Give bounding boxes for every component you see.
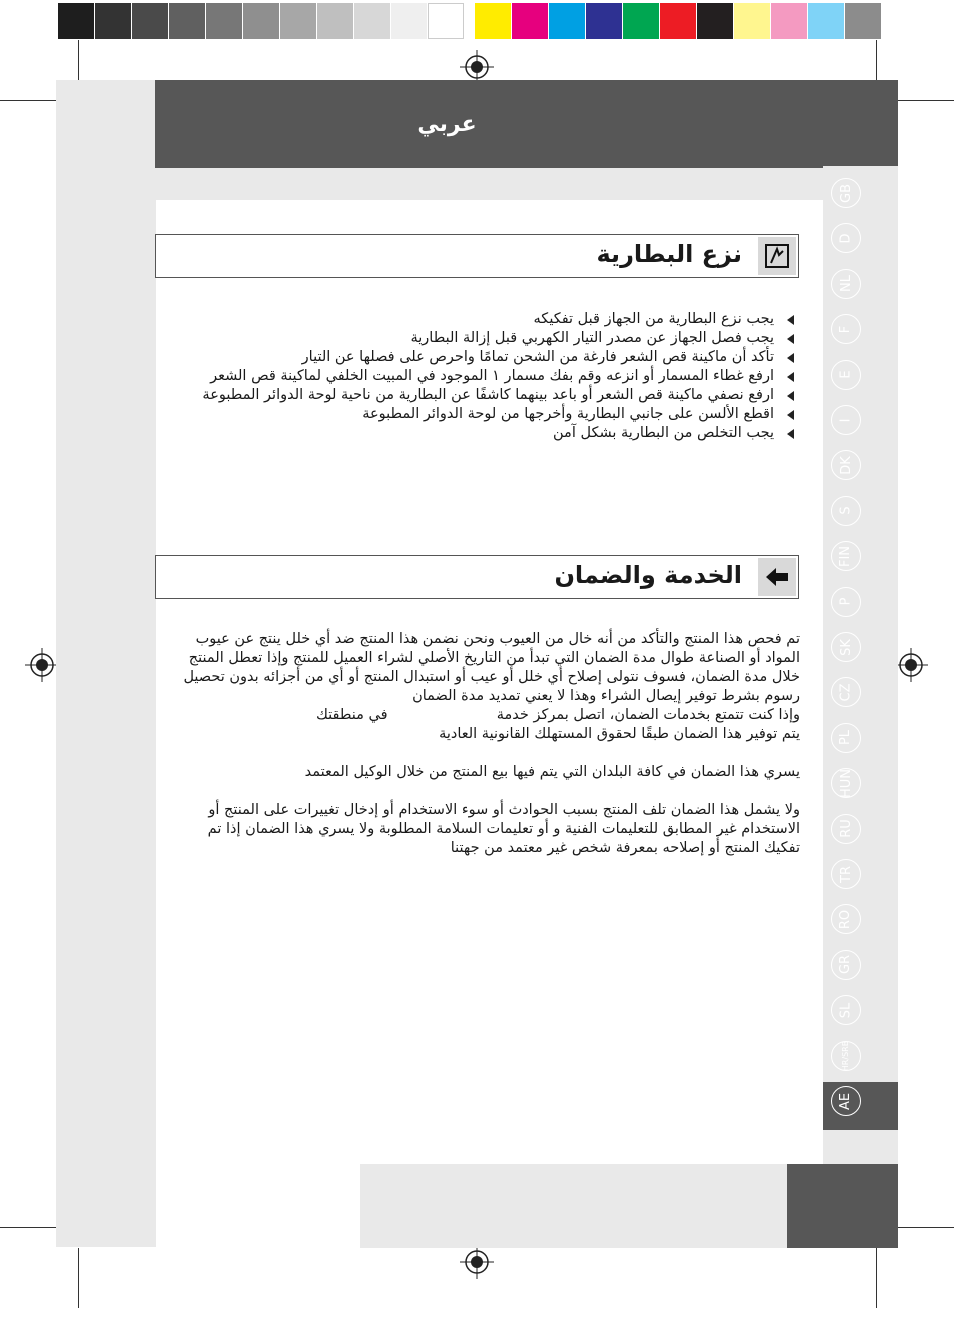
warranty-paragraph-1: تم فحص هذا المنتج والتأكد من أنه خال من العيوب ونحن نضمن هذا المنتج ضد أي خلل ينتج عن عيوب المواد أو الصناعة طوال مدة الضمان التي تبدأ من التاريخ الأصلي لشراء العميل للمنتج وإذا تعطل المنتج خلال مدة الضمان، فسوف نتولى إصلاح أي خلل أو عيب أو استبدال المنتج أو أي من أجزائه بدون تحصيل رسوم بشرط توفير إيصال الشراء وهذا لا يعني تمديد مدة الضمان — [183, 631, 800, 704]
calibration-swatch — [771, 3, 807, 39]
language-tab-p[interactable] — [831, 587, 861, 617]
language-tab-label: SK — [838, 638, 854, 656]
language-tab-label: D — [838, 233, 854, 244]
warranty-section-header — [155, 555, 799, 599]
crop-mark — [78, 40, 79, 80]
battery-instruction-item: ارفع غطاء المسمار أو انزعه وقم بفك مسمار ١ الموجود في المبيت الخلفي لماكينة قص الشعر — [175, 367, 800, 386]
language-tab-f[interactable] — [831, 314, 861, 344]
language-tab-sl[interactable] — [831, 995, 861, 1025]
calibration-swatch — [586, 3, 622, 39]
header-title: عربي — [417, 112, 477, 137]
battery-instruction-item: ارفع نصفي ماكينة قص الشعر أو باعد بينهما كاشفًا عن البطارية من ناحية لوحة الدوائر المطبوعة — [175, 386, 800, 405]
language-tab-label: S — [838, 506, 854, 515]
language-tab-i[interactable] — [831, 405, 861, 435]
language-tab-label: FIN — [838, 545, 854, 567]
warranty-paragraph-2 — [180, 706, 800, 725]
calibration-swatch — [845, 3, 881, 39]
arrow-left-icon — [758, 558, 796, 596]
language-tab-label: SL — [838, 1002, 854, 1018]
language-tab-label: F — [838, 325, 854, 333]
crop-mark — [78, 1248, 79, 1308]
battery-instruction-item: تأكد أن ماكينة قص الشعر فارغة من الشحن تمامًا واحرص على فصلها عن التيار — [175, 348, 800, 367]
warranty-paragraph-5: ولا يشمل هذا الضمان تلف المنتج بسبب الحوادث أو سوء الاستخدام أو إدخال تغييرات على المنتج أو الاستخدام غير المطابق للتعليمات الفنية و أو تعليمات السلامة المطلوبة ولا يسري هذا الضمان إذا تم تفكيك المنتج أو إصلاحه بمعرفة شخص غير معتمد من جهتنا — [207, 802, 800, 856]
language-tab-label: GB — [838, 183, 854, 203]
language-tab-sk[interactable] — [831, 632, 861, 662]
language-tab-label: P — [838, 597, 854, 606]
language-tab-label: HUN — [838, 768, 854, 798]
registration-mark-icon — [460, 50, 494, 84]
calibration-swatch — [243, 3, 279, 39]
registration-mark-icon — [894, 648, 928, 682]
calibration-swatch — [317, 3, 353, 39]
language-tab-label: GR — [838, 955, 854, 975]
language-tab-label: E — [838, 370, 854, 379]
crop-mark — [898, 100, 954, 101]
calibration-swatch — [280, 3, 316, 39]
warranty-region-text: في منطقتك — [315, 707, 388, 723]
page-number-box — [787, 1164, 898, 1248]
warranty-text — [180, 630, 800, 877]
language-tab-label: PL — [838, 730, 854, 746]
language-tab-label: RU — [838, 819, 854, 838]
battery-section-header — [155, 234, 799, 278]
calibration-swatch — [391, 3, 427, 39]
language-tab-pl[interactable] — [831, 723, 861, 753]
calibration-swatch — [58, 3, 94, 39]
calibration-swatch — [512, 3, 548, 39]
language-tab-label: AE — [838, 1092, 854, 1110]
calibration-swatch — [697, 3, 733, 39]
language-tab-nl[interactable] — [831, 269, 861, 299]
calibration-swatch — [169, 3, 205, 39]
battery-instruction-item: يجب فصل الجهاز عن مصدر التيار الكهربي قبل إزالة البطارية — [175, 329, 800, 348]
calibration-swatch — [549, 3, 585, 39]
registration-mark-icon — [25, 648, 59, 682]
warranty-paragraph-3: يتم توفير هذا الضمان طبقًا لحقوق المستهلك القانونية العادية — [439, 726, 800, 742]
crop-mark — [0, 1227, 56, 1228]
warranty-contact-text: وإذا كنت تتمتع بخدمات الضمان، اتصل بمركز خدمة — [496, 707, 800, 723]
language-tab-e[interactable] — [831, 360, 861, 390]
page-frame-left — [56, 80, 156, 1247]
calibration-swatch — [132, 3, 168, 39]
battery-instructions — [175, 310, 800, 443]
calibration-swatch — [95, 3, 131, 39]
registration-mark-icon — [460, 1245, 494, 1279]
calibration-swatch — [428, 3, 464, 39]
battery-removal-icon — [758, 237, 796, 275]
language-tab-label: CZ — [838, 683, 854, 702]
language-tab-label: I — [838, 418, 854, 422]
language-tab-label: RO — [838, 909, 854, 930]
calibration-swatch — [354, 3, 390, 39]
crop-mark — [876, 1248, 877, 1308]
crop-mark — [898, 1227, 954, 1228]
language-tab-fin[interactable] — [831, 541, 861, 571]
language-tab-label: TR — [838, 865, 854, 883]
language-tab-label: HR/SRB — [841, 1040, 850, 1071]
warranty-paragraph-4: يسري هذا الضمان في كافة البلدان التي يتم فيها بيع المنتج من خلال الوكيل المعتمد — [304, 764, 800, 780]
language-tab-gr[interactable] — [831, 950, 861, 980]
crop-mark — [0, 100, 56, 101]
calibration-swatch — [475, 3, 511, 39]
language-tab-s[interactable] — [831, 496, 861, 526]
battery-instruction-item: يجب نزع البطارية من الجهاز قبل تفكيكه — [175, 310, 800, 329]
color-calibration-bar — [58, 3, 882, 39]
calibration-swatch — [660, 3, 696, 39]
language-tab-ae[interactable] — [831, 1086, 861, 1116]
language-tab-gb[interactable] — [831, 178, 861, 208]
calibration-swatch — [734, 3, 770, 39]
battery-instruction-item: يجب التخلص من البطارية بشكل آمن — [175, 424, 800, 443]
battery-section-title: نزع البطارية — [596, 240, 742, 268]
crop-mark — [876, 40, 877, 80]
calibration-swatch — [206, 3, 242, 39]
calibration-swatch — [808, 3, 844, 39]
battery-instruction-item: اقطع الألسن على جانبي البطارية وأخرجها من لوحة الدوائر المطبوعة — [175, 405, 800, 424]
calibration-swatch — [623, 3, 659, 39]
language-tab-label: NL — [838, 275, 854, 293]
warranty-section-title: الخدمة والضمان — [554, 561, 742, 589]
language-tab-tr[interactable] — [831, 859, 861, 889]
language-tab-hr-srb[interactable] — [831, 1041, 861, 1071]
language-tab-label: DK — [838, 456, 854, 475]
language-tab-ru[interactable] — [831, 814, 861, 844]
language-tab-hun[interactable] — [831, 768, 861, 798]
